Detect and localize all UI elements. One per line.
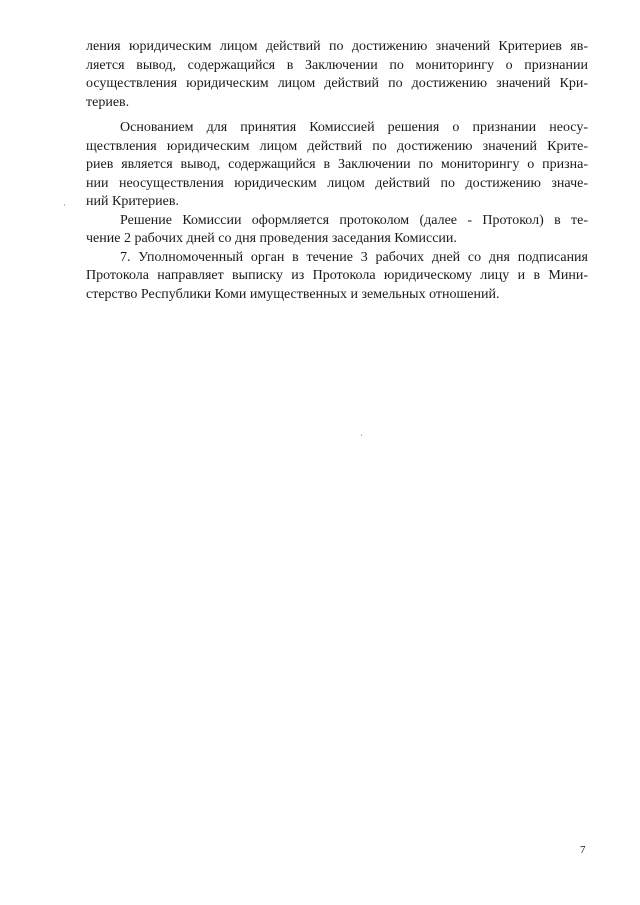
text-line: ляется вывод, содержащийся в Заключении по мониторингу о признании [86,57,588,73]
paragraph-spacer [86,112,588,119]
page-number: 7 [580,844,586,856]
document-text-body [86,38,588,304]
scan-speck [64,204,65,206]
text-line: ления юридическим лицом действий по достижению значений Критериев яв- [86,39,588,54]
text-line: стерство Республики Коми имущественных и земельных отношений. [86,286,500,302]
text-line: Основанием для принятия Комиссией решения о признании неосу- [120,120,588,135]
text-line: 7. Уполномоченный орган в течение 3 рабочих дней со дня подписания [120,249,588,265]
paragraph-basis [86,119,588,212]
text-line: чение 2 рабочих дней со дня проведения заседания Комиссии. [86,231,457,246]
text-line: нии неосуществления юридическим лицом действий по достижению значе- [86,175,588,191]
text-line: териев. [86,94,130,110]
scan-speck [361,434,362,436]
paragraph-protocol [86,212,588,249]
paragraph-continuation [86,38,588,112]
text-line: ществления юридическим лицом действий по достижению значений Крите- [86,138,588,154]
text-line: Решение Комиссии оформляется протоколом (далее - Протокол) в те- [120,212,588,228]
text-line: Протокола направляет выписку из Протокола юридическому лицу и в Мини- [86,268,588,283]
text-line: ний Критериев. [86,194,179,209]
text-line: осуществления юридическим лицом действий по достижению значений Кри- [86,76,588,91]
text-line: риев является вывод, содержащийся в Заключении по мониторингу о призна- [86,157,588,172]
paragraph-item-7 [86,249,588,305]
